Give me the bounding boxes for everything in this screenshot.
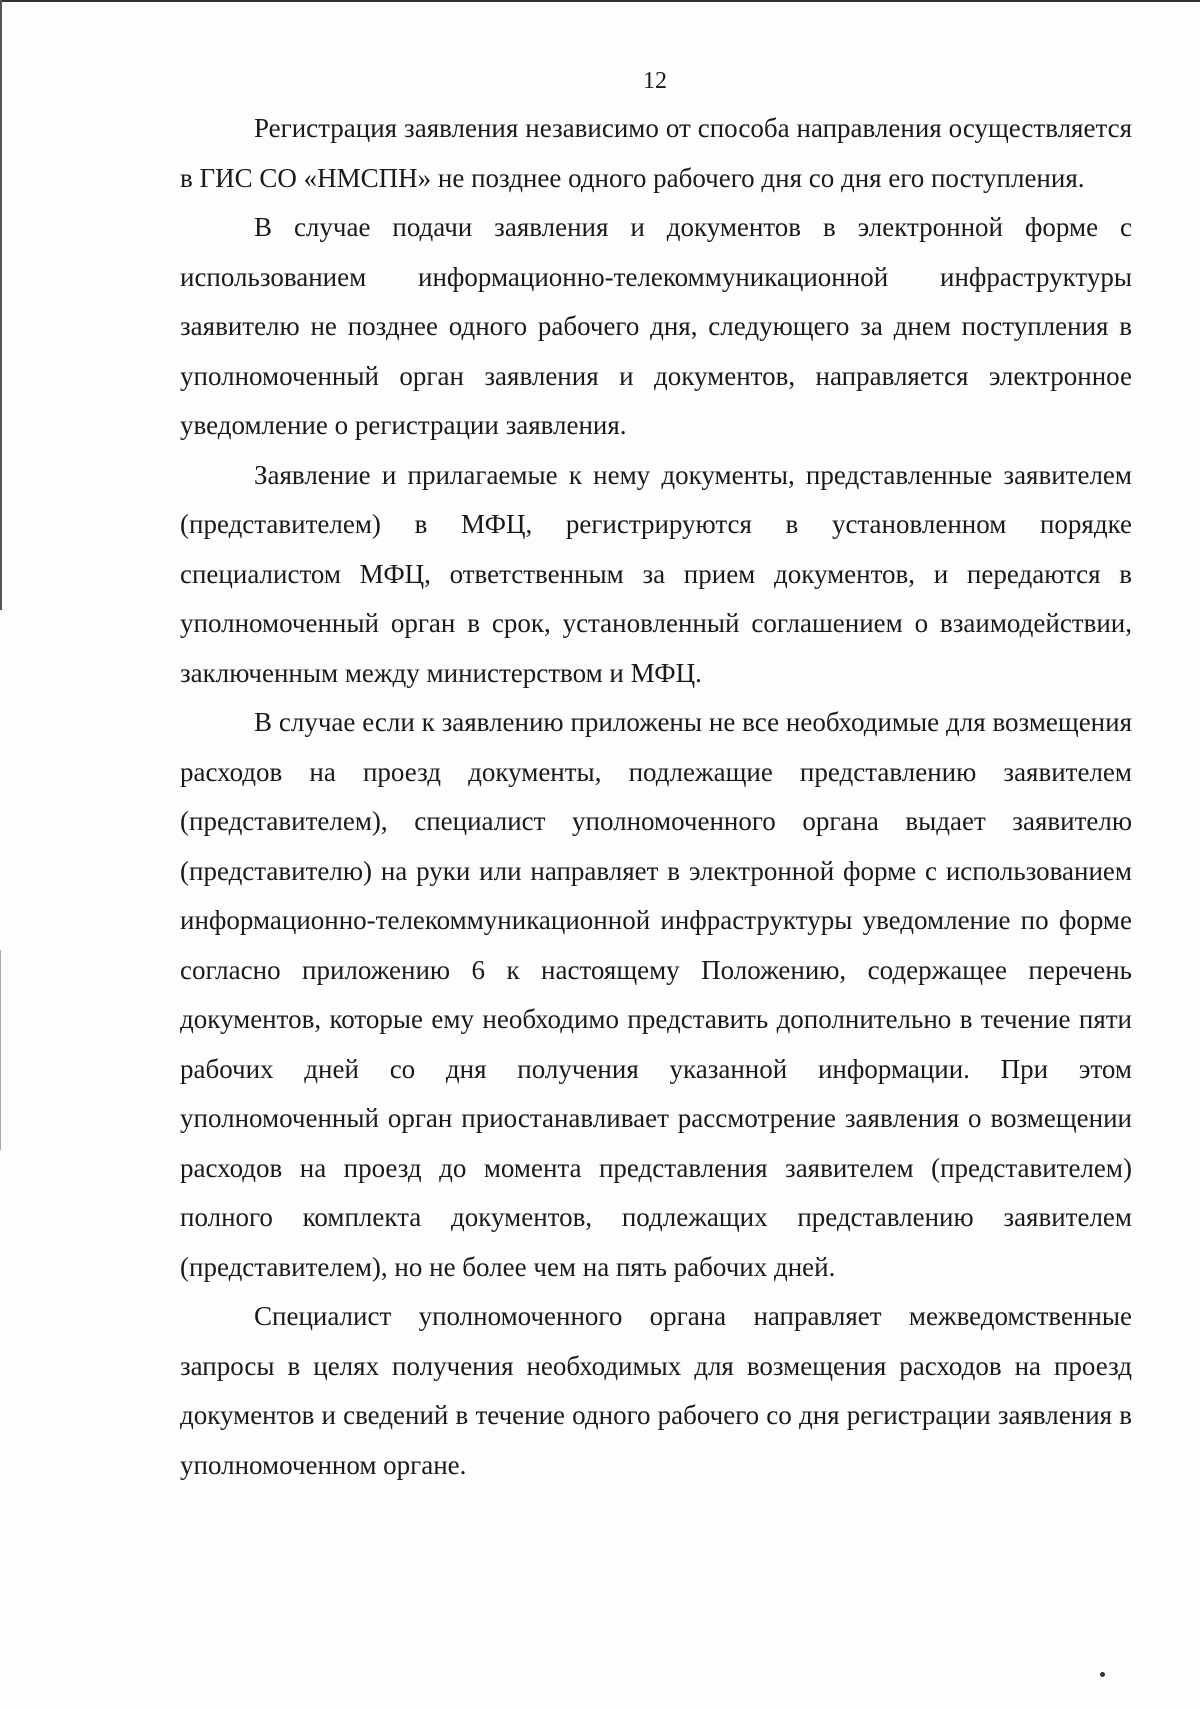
paragraph-registration: Регистрация заявления независимо от способа направления осуществляется в ГИС СО «НМСПН» не позднее одного рабочего дня со дня его поступления. [180,113,1132,193]
scan-speck [1100,1672,1105,1677]
paragraph-interagency-requests: Специалист уполномоченного органа направляет межведомственные запросы в целях получения необходимых для возмещения расходов на проезд документов и сведений в течение одного рабочего со дня регистрации заявления в уполномоченном органе. [180,1301,1132,1480]
scan-top-edge [0,0,1200,2]
document-body [180,104,1132,1490]
page-number: 12 [643,68,667,94]
paragraph-missing-documents: В случае если к заявлению приложены не все необходимые для возмещения расходов на проезд документы, подлежащие представлению заявителем (представителем), специалист уполномоченного органа выдает заявителю (представителю) на руки или направляет в электронной форме с использованием информационно-телекоммуникационной инфраструктуры уведомление по форме согласно приложению 6 к настоящему Положению, содержащее перечень документов, которые ему необходимо представить дополнительно в течение пяти рабочих дней со дня получения указанной информации. При этом уполномоченный орган приостанавливает рассмотрение заявления о возмещении расходов на проезд до момента представления заявителем (представителем) полного комплекта документов, подлежащих представлению заявителем (представителем), но не более чем на пять рабочих дней. [180,707,1132,1282]
paragraph-mfc-registration: Заявление и прилагаемые к нему документы, представленные заявителем (представителем) в МФЦ, регистрируются в установленном порядке специалистом МФЦ, ответственным за прием документов, и передаются в уполномоченный орган в срок, установленный соглашением о взаимодействии, заключенным между министерством и МФЦ. [180,459,1132,688]
paragraph-electronic-notice: В случае подачи заявления и документов в электронной форме с использованием информационно-телекоммуникационной инфраструктуры заявителю не позднее одного рабочего дня, следующего за днем поступления в уполномоченный орган заявления и документов, направляется электронное уведомление о регистрации заявления. [180,212,1132,440]
scan-left-edge-lower [0,950,1,1150]
